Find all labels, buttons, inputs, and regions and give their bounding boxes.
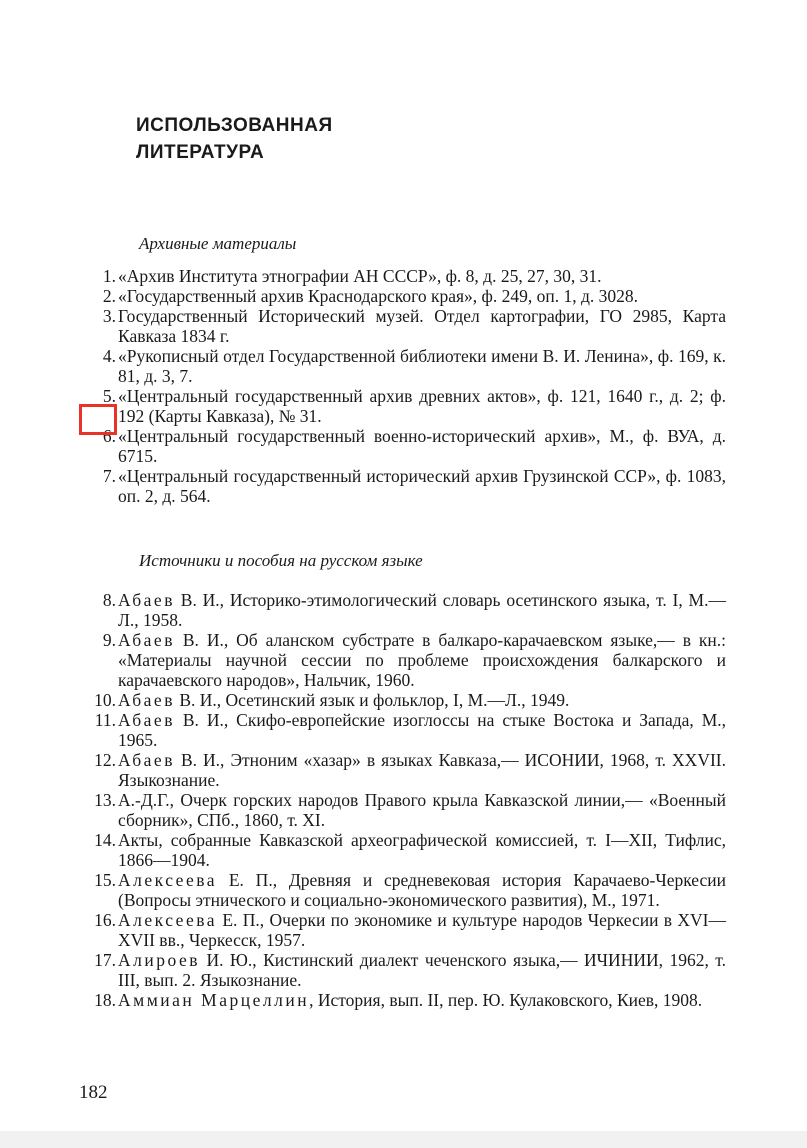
reference-number: 11. [94,710,116,730]
reference-number: 7. [102,466,116,486]
reference-text [118,590,726,630]
reference-number: 13. [94,790,116,810]
reference-number: 10. [94,690,116,710]
reference-body: Акты, собранные Кавказской археографической комиссией, т. I—XII, Тифлис, 1866—1904. [118,830,726,870]
reference-text [118,466,726,506]
reference-entry [90,590,726,630]
reference-text [118,266,726,286]
reference-author: Алироев [118,950,200,970]
reference-entry [90,950,726,990]
reference-entry [90,386,726,426]
reference-entry [90,750,726,790]
reference-entry [90,306,726,346]
reference-entry [90,286,726,306]
reference-body: И. Ю., Кистинский диалект чеченского языка,— ИЧИНИИ, 1962, т. III, вып. 2. Языкознание. [118,950,726,990]
reference-number: 12. [94,750,116,770]
reference-text [118,386,726,426]
reference-body: В. И., Историко-этимологический словарь осетинского языка, т. I, М.—Л., 1958. [118,590,726,630]
reference-body: «Государственный архив Краснодарского края», ф. 249, оп. 1, д. 3028. [118,286,639,306]
reference-body: В. И., Этноним «хазар» в языках Кавказа,— ИСОНИИ, 1968, т. XXVII. Языкознание. [118,750,726,790]
reference-text [118,990,726,1010]
reference-body: В. И., Об аланском субстрате в балкаро-карачаевском языке,— в кн.: «Материалы научной сессии по проблеме происхождения балкарского и карачаевского народов», Нальчик, 1960. [118,630,726,690]
reference-text [118,790,726,830]
reference-body: Е. П., Древняя и средневековая история Карачаево-Черкесии (Вопросы этнического и социально-экономического развития), М., 1971. [118,870,726,910]
reference-body: В. И., Осетинский язык и фольклор, I, М.—Л., 1949. [174,690,570,710]
reference-number: 3. [102,306,116,326]
reference-text [118,950,726,990]
reference-entry [90,910,726,950]
reference-author: Абаев [118,710,175,730]
section-heading-sources: Источники и пособия на русском языке [139,551,423,570]
reference-entry [90,830,726,870]
reference-number: 6. [102,426,116,446]
reference-number: 8. [102,590,116,610]
reference-text [118,910,726,950]
reference-author: Абаев [118,590,175,610]
reference-body: «Рукописный отдел Государственной библиотеки имени В. И. Ленина», ф. 169, к. 81, д. 3, 7. [118,346,726,386]
highlight-box [79,404,117,435]
reference-number: 2. [102,286,116,306]
reference-number: 14. [94,830,116,850]
page-number: 182 [79,1082,108,1103]
page-title-line-1: ИСПОЛЬЗОВАННАЯ [136,115,333,136]
reference-text [118,306,726,346]
archive-list [90,266,726,506]
reference-author: Аммиан Марцеллин [118,990,310,1010]
reference-number: 15. [94,870,116,890]
reference-text [118,426,726,466]
reference-body: , История, вып. II, пер. Ю. Кулаковского, Киев, 1908. [309,990,703,1010]
reference-entry [90,346,726,386]
section-heading-archive: Архивные материалы [139,234,297,253]
reference-text [118,690,726,710]
reference-text [118,830,726,870]
reference-body: «Архив Института этнографии АН СССР», ф. 8, д. 25, 27, 30, 31. [118,266,602,286]
reference-entry [90,790,726,830]
reference-entry [90,266,726,286]
reference-text [118,346,726,386]
reference-number: 4. [102,346,116,366]
reference-entry [90,466,726,506]
reference-body: А.-Д.Г., Очерк горских народов Правого крыла Кавказской линии,— «Военный сборник», СПб., 1860, т. XI. [118,790,726,830]
reference-text [118,710,726,750]
bottom-margin-band [0,1131,807,1148]
reference-text [118,870,726,910]
reference-text [118,630,726,690]
reference-author: Алексеева [118,910,218,930]
reference-number: 16. [94,910,116,930]
reference-author: Абаев [118,630,175,650]
reference-number: 18. [94,990,116,1010]
reference-entry [90,630,726,690]
reference-body: «Центральный государственный архив древних актов», ф. 121, 1640 г., д. 2; ф. 192 (Карты Кавказа), № 31. [118,386,726,426]
reference-body: «Центральный государственный исторический архив Грузинской ССР», ф. 1083, оп. 2, д. 564. [118,466,726,506]
reference-number: 1. [102,266,116,286]
reference-text [118,286,726,306]
reference-author: Алексеева [118,870,218,890]
reference-body: «Центральный государственный военно-исторический архив», М., ф. ВУА, д. 6715. [118,426,726,466]
reference-number: 5. [102,386,116,406]
reference-body: Е. П., Очерки по экономике и культуре народов Черкесии в XVI—XVII вв., Черкесск, 1957. [118,910,726,950]
sources-list [90,590,726,1010]
reference-entry [90,710,726,750]
reference-body: Государственный Исторический музей. Отдел картографии, ГО 2985, Карта Кавказа 1834 г. [118,306,726,346]
reference-number: 17. [94,950,116,970]
reference-entry [90,426,726,466]
reference-author: Абаев [118,750,175,770]
reference-entry [90,870,726,910]
reference-text [118,750,726,790]
reference-body: В. И., Скифо-европейские изоглоссы на стыке Востока и Запада, М., 1965. [118,710,726,750]
reference-author: Абаев [118,690,175,710]
reference-entry [90,990,726,1010]
reference-number: 9. [102,630,116,650]
reference-entry [90,690,726,710]
page-title [136,112,333,166]
page-title-line-2: ЛИТЕРАТУРА [136,142,265,163]
